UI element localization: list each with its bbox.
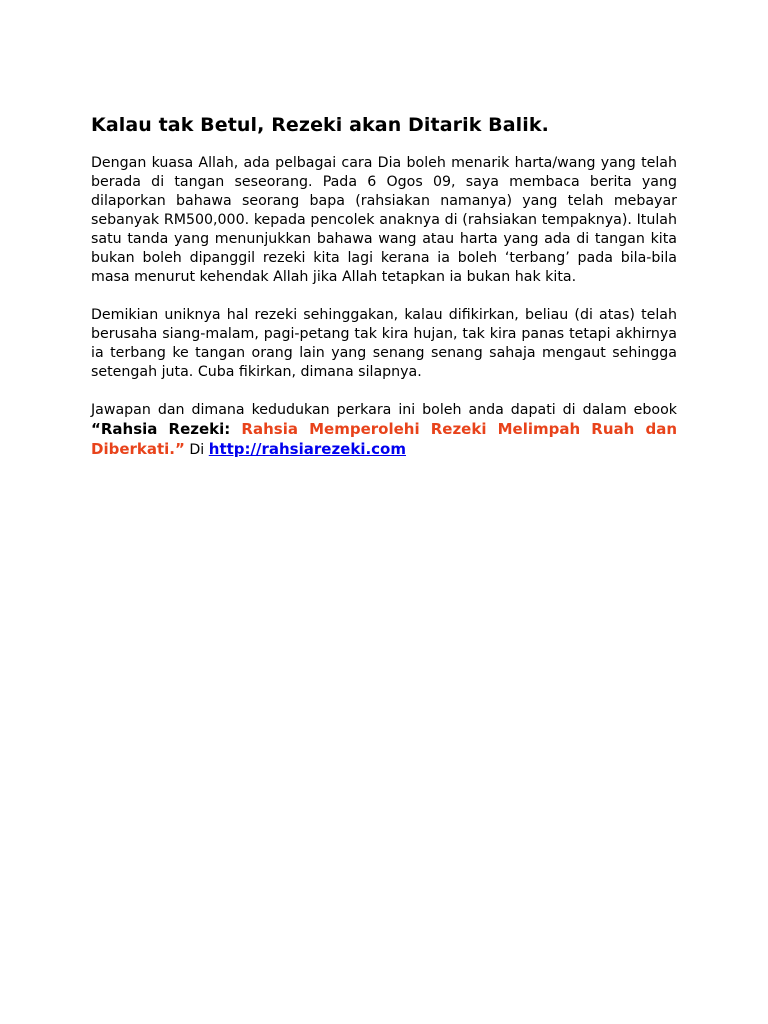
closing-lead-text: Jawapan dan dimana kedudukan perkara ini boleh anda dapati di dalam ebook [91,402,677,418]
ebook-subtitle: Rahsia Memperolehi Rezeki Melimpah Ruah dan Diberkati.” [91,420,677,458]
document-title: Kalau tak Betul, Rezeki akan Ditarik Balik. [91,114,549,136]
paragraph-2: Demikian uniknya hal rezeki sehinggakan, kalau difikirkan, beliau (di atas) telah berusaha siang-malam, pagi-petang tak kira hujan, tak kira panas tetapi akhirnya ia terbang ke tangan orang lain yang senang senang sahaja mengaut sehingga setengah juta. Cuba fikirkan, dimana silapnya. [91,307,677,380]
website-link[interactable]: http://rahsiarezeki.com [208,440,406,458]
paragraph-1: Dengan kuasa Allah, ada pelbagai cara Dia boleh menarik harta/wang yang telah berada di tangan seseorang. Pada 6 Ogos 09, saya membaca berita yang dilaporkan bahawa seorang bapa (rahsiakan namanya) yang telah mebayar sebanyak RM500,000. kepada pencolek anaknya di (rahsiakan tempaknya). Itulah satu tanda yang menunjukkan bahawa wang atau harta yang ada di tangan kita bukan boleh dipanggil rezeki kita lagi kerana ia boleh ‘terbang’ pada bila-bila masa menurut kehendak Allah jika Allah tetapkan ia bukan hak kita. [91,155,677,285]
di-text: Di [184,442,209,458]
document-page [91,112,677,479]
closing-paragraph [91,401,677,460]
ebook-title: “Rahsia Rezeki: [91,420,242,438]
